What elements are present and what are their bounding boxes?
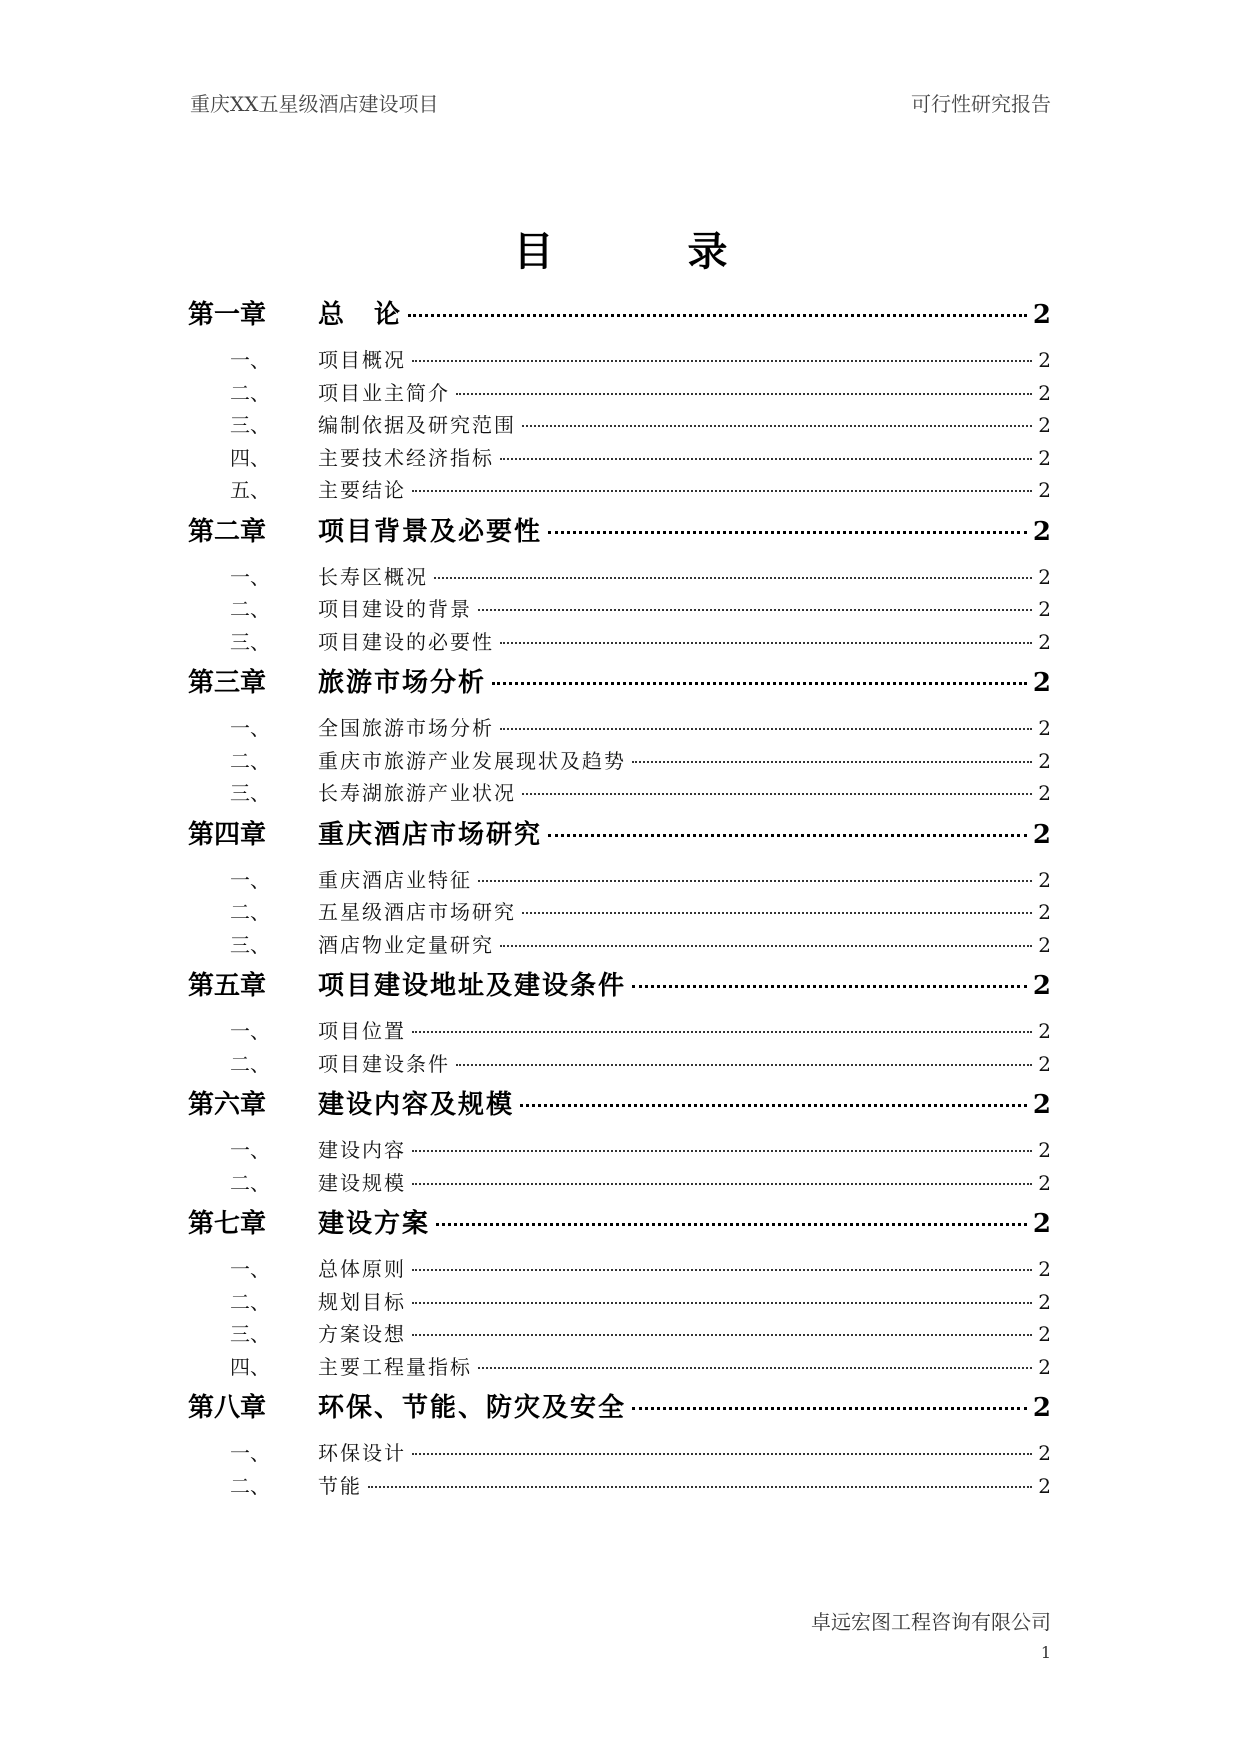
section-number: 二、: [230, 1051, 270, 1076]
toc-section-entry[interactable]: [188, 777, 1051, 810]
chapter-title: 旅游市场分析: [318, 668, 487, 698]
section-page-number: 2: [1038, 781, 1051, 805]
dot-leader: [500, 728, 1032, 730]
toc-section-entry[interactable]: [188, 1470, 1051, 1503]
toc-section-entry[interactable]: [188, 929, 1051, 962]
dot-leader: [412, 1302, 1032, 1304]
chapter-page-number: 2: [1032, 819, 1051, 850]
section-page-number: 2: [1038, 1289, 1051, 1314]
toc-section-entry[interactable]: [188, 561, 1051, 594]
section-number: 二、: [230, 380, 270, 405]
section-number: 四、: [230, 445, 270, 470]
toc-section-entry[interactable]: [188, 377, 1051, 410]
dot-leader: [632, 985, 1027, 988]
dot-leader: [368, 1486, 1032, 1488]
section-page-number: 2: [1038, 413, 1051, 437]
toc-chapter-entry[interactable]: [188, 965, 1051, 1015]
toc-chapter-entry[interactable]: [188, 814, 1051, 864]
section-page-number: 2: [1038, 380, 1051, 405]
dot-leader: [408, 314, 1027, 317]
section-number: 三、: [230, 1322, 270, 1346]
chapter-page-number: 2: [1032, 516, 1051, 547]
section-page-number: 2: [1038, 348, 1051, 372]
section-title: 项目建设条件: [318, 1051, 450, 1076]
dot-leader: [548, 531, 1027, 534]
section-number: 三、: [230, 629, 270, 654]
section-title: 主要工程量指标: [318, 1354, 472, 1379]
table-of-contents: [188, 290, 1051, 1502]
section-page-number: 2: [1038, 445, 1051, 470]
toc-section-entry[interactable]: [188, 1351, 1051, 1384]
toc-section-entry[interactable]: [188, 474, 1051, 507]
toc-section-entry[interactable]: [188, 626, 1051, 659]
toc-chapter-entry[interactable]: [188, 1203, 1051, 1253]
footer-company: 卓远宏图工程咨询有限公司: [811, 1610, 1051, 1634]
dot-leader: [412, 1031, 1032, 1033]
section-page-number: 2: [1038, 716, 1051, 740]
dot-leader: [632, 1407, 1027, 1410]
section-page-number: 2: [1038, 1170, 1051, 1195]
chapter-number: 第二章: [188, 516, 267, 547]
chapter-page-number: 2: [1032, 1090, 1051, 1120]
dot-leader: [412, 1453, 1032, 1455]
section-page-number: 2: [1038, 748, 1051, 773]
toc-section-entry[interactable]: [188, 1318, 1051, 1351]
toc-section-entry[interactable]: [188, 409, 1051, 442]
toc-section-entry[interactable]: [188, 1253, 1051, 1286]
section-title: 重庆市旅游产业发展现状及趋势: [318, 748, 626, 773]
dot-leader: [436, 1223, 1027, 1226]
dot-leader: [434, 577, 1032, 579]
section-title: 五星级酒店市场研究: [318, 900, 516, 924]
dot-leader: [500, 642, 1032, 644]
section-number: 三、: [230, 413, 270, 437]
section-number: 二、: [230, 597, 270, 621]
toc-section-entry[interactable]: [188, 1437, 1051, 1470]
dot-leader: [478, 1367, 1032, 1369]
section-title: 项目概况: [318, 348, 406, 372]
toc-section-entry[interactable]: [188, 864, 1051, 897]
section-number: 一、: [230, 867, 270, 892]
dot-leader: [522, 793, 1032, 795]
section-title: 长寿湖旅游产业状况: [318, 781, 516, 805]
section-page-number: 2: [1038, 478, 1051, 502]
dot-leader: [412, 1183, 1032, 1185]
section-page-number: 2: [1038, 1257, 1051, 1281]
section-number: 一、: [230, 1441, 270, 1465]
dot-leader: [412, 1269, 1032, 1271]
section-title: 项目位置: [318, 1019, 406, 1043]
section-number: 一、: [230, 564, 270, 589]
chapter-number: 第六章: [188, 1090, 267, 1120]
section-number: 二、: [230, 900, 270, 924]
dot-leader: [520, 1104, 1027, 1107]
toc-section-entry[interactable]: [188, 1286, 1051, 1319]
section-title: 环保设计: [318, 1441, 406, 1465]
dot-leader: [500, 945, 1032, 947]
toc-chapter-entry[interactable]: [188, 1387, 1051, 1437]
dot-leader: [456, 393, 1032, 395]
toc-chapter-entry[interactable]: [188, 662, 1051, 712]
section-title: 酒店物业定量研究: [318, 932, 494, 957]
section-title: 项目建设的背景: [318, 597, 472, 621]
header-report-type: 可行性研究报告: [911, 92, 1051, 116]
dot-leader: [412, 360, 1032, 362]
dot-leader: [412, 1150, 1032, 1152]
section-title: 编制依据及研究范围: [318, 413, 516, 437]
dot-leader: [478, 880, 1032, 882]
toc-section-entry[interactable]: [188, 896, 1051, 929]
section-number: 四、: [230, 1354, 270, 1379]
chapter-number: 第五章: [188, 971, 267, 1001]
section-title: 总体原则: [318, 1257, 406, 1281]
dot-leader: [478, 609, 1032, 611]
toc-section-entry[interactable]: [188, 712, 1051, 745]
dot-leader: [500, 458, 1032, 460]
section-page-number: 2: [1038, 1473, 1051, 1498]
section-number: 一、: [230, 1257, 270, 1281]
chapter-title: 建设方案: [318, 1209, 431, 1239]
section-title: 全国旅游市场分析: [318, 716, 494, 740]
section-page-number: 2: [1038, 629, 1051, 654]
section-page-number: 2: [1038, 1441, 1051, 1465]
section-page-number: 2: [1038, 900, 1051, 924]
section-title: 主要技术经济指标: [318, 445, 494, 470]
chapter-page-number: 2: [1032, 668, 1051, 698]
toc-chapter-entry[interactable]: [188, 294, 1051, 344]
footer-page-number: 1: [1040, 1643, 1051, 1662]
toc-chapter-entry[interactable]: [188, 511, 1051, 561]
chapter-number: 第八章: [188, 1393, 267, 1423]
chapter-number: 第一章: [188, 300, 267, 330]
dot-leader: [412, 1334, 1032, 1336]
section-page-number: 2: [1038, 867, 1051, 892]
page-title: 目 录: [513, 228, 788, 275]
section-page-number: 2: [1038, 932, 1051, 957]
chapter-title: 重庆酒店市场研究: [318, 819, 543, 850]
section-number: 三、: [230, 781, 270, 805]
section-page-number: 2: [1038, 597, 1051, 621]
toc-chapter-entry[interactable]: [188, 1084, 1051, 1134]
section-number: 二、: [230, 1170, 270, 1195]
section-title: 规划目标: [318, 1289, 406, 1314]
chapter-page-number: 2: [1032, 1209, 1051, 1239]
section-page-number: 2: [1038, 1354, 1051, 1379]
dot-leader: [548, 834, 1027, 837]
toc-section-entry[interactable]: [188, 1134, 1051, 1167]
section-number: 一、: [230, 348, 270, 372]
dot-leader: [522, 912, 1032, 914]
chapter-title: 项目建设地址及建设条件: [318, 971, 627, 1001]
section-page-number: 2: [1038, 1051, 1051, 1076]
chapter-title: 总 论: [318, 300, 403, 330]
section-title: 长寿区概况: [318, 564, 428, 589]
section-title: 项目业主简介: [318, 380, 450, 405]
section-title: 建设规模: [318, 1170, 406, 1195]
section-number: 五、: [230, 478, 270, 502]
toc-section-entry[interactable]: [188, 1015, 1051, 1048]
section-number: 二、: [230, 1473, 270, 1498]
section-title: 项目建设的必要性: [318, 629, 494, 654]
chapter-number: 第三章: [188, 668, 267, 698]
section-page-number: 2: [1038, 1019, 1051, 1043]
dot-leader: [522, 425, 1032, 427]
toc-section-entry[interactable]: [188, 745, 1051, 778]
section-number: 一、: [230, 716, 270, 740]
header-project-name: 重庆XX五星级酒店建设项目: [190, 92, 439, 116]
section-number: 一、: [230, 1019, 270, 1043]
section-page-number: 2: [1038, 564, 1051, 589]
dot-leader: [492, 682, 1027, 685]
dot-leader: [632, 761, 1032, 763]
chapter-title: 项目背景及必要性: [318, 516, 543, 547]
chapter-number: 第四章: [188, 819, 267, 850]
toc-section-entry[interactable]: [188, 344, 1051, 377]
dot-leader: [412, 490, 1032, 492]
section-number: 二、: [230, 748, 270, 773]
chapter-page-number: 2: [1032, 1393, 1051, 1423]
section-title: 主要结论: [318, 478, 406, 502]
section-number: 二、: [230, 1289, 270, 1314]
section-number: 一、: [230, 1138, 270, 1162]
section-title: 建设内容: [318, 1138, 406, 1162]
toc-section-entry[interactable]: [188, 442, 1051, 475]
chapter-page-number: 2: [1032, 300, 1051, 330]
toc-section-entry[interactable]: [188, 1048, 1051, 1081]
chapter-title: 建设内容及规模: [318, 1090, 515, 1120]
section-page-number: 2: [1038, 1322, 1051, 1346]
toc-section-entry[interactable]: [188, 1167, 1051, 1200]
chapter-title: 环保、节能、防灾及安全: [318, 1393, 627, 1423]
section-page-number: 2: [1038, 1138, 1051, 1162]
section-title: 节能: [318, 1473, 362, 1498]
dot-leader: [456, 1064, 1032, 1066]
section-title: 重庆酒店业特征: [318, 867, 472, 892]
section-title: 方案设想: [318, 1322, 406, 1346]
section-number: 三、: [230, 932, 270, 957]
toc-section-entry[interactable]: [188, 593, 1051, 626]
chapter-page-number: 2: [1032, 971, 1051, 1001]
chapter-number: 第七章: [188, 1209, 267, 1239]
